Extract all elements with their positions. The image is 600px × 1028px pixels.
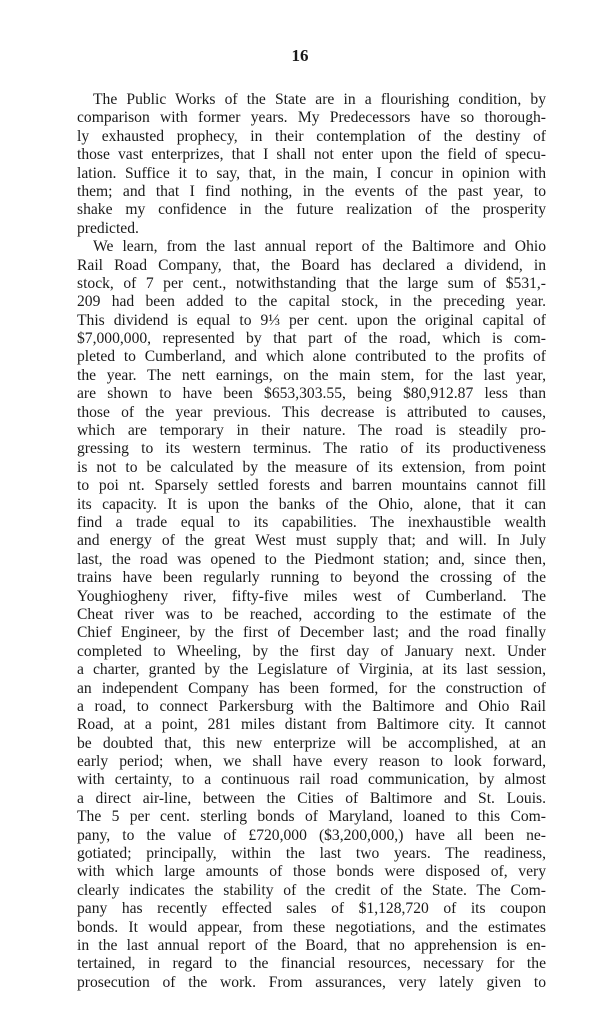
text-line: those of the year previous. This decrease is attributed to causes,: [77, 403, 546, 421]
text-line: a road, to connect Parkersburg with the Baltimore and Ohio Rail: [77, 697, 546, 715]
text-line: stock, of 7 per cent., notwithstanding that the large sum of $531,-: [77, 274, 546, 292]
text-line: is not to be calculated by the measure of its extension, from point: [77, 458, 546, 476]
text-line: lation. Suffice it to say, that, in the main, I concur in opinion with: [77, 164, 546, 182]
text-line: This dividend is equal to 9⅓ per cent. upon the original capital of: [77, 311, 546, 329]
text-line: its capacity. It is upon the banks of the Ohio, alone, that it can: [77, 495, 546, 513]
text-line: completed to Wheeling, by the first day of January next. Under: [77, 642, 546, 660]
text-line: them; and that I find nothing, in the events of the past year, to: [77, 182, 546, 200]
text-line: The 5 per cent. sterling bonds of Maryland, loaned to this Com-: [77, 808, 546, 826]
text-line: shake my confidence in the future realization of the prosperity: [77, 201, 546, 219]
paragraph: [77, 238, 546, 992]
text-line: comparison with former years. My Predecessors have so thorough-: [77, 109, 546, 127]
text-line: Cheat river was to be reached, according to the estimate of the: [77, 605, 546, 623]
text-line: which are temporary in their nature. The road is steadily pro-: [77, 422, 546, 440]
text-line: to poi nt. Sparsely settled forests and barren mountains cannot fill: [77, 477, 546, 495]
text-line: pleted to Cumberland, and which alone contributed to the profits of: [77, 348, 546, 366]
paragraph: [77, 91, 546, 238]
text-line: and energy of the great West must supply that; and will. In July: [77, 532, 546, 550]
text-line: Youghiogheny river, fifty-five miles west of Cumberland. The: [77, 587, 546, 605]
text-line: pany, to the value of £720,000 ($3,200,000,) have all been ne-: [77, 826, 546, 844]
text-line: last, the road was opened to the Piedmont station; and, since then,: [77, 550, 546, 568]
text-line: tertained, in regard to the financial resources, necessary for the: [77, 955, 546, 973]
text-line: $7,000,000, represented by that part of the road, which is com-: [77, 330, 546, 348]
text-line: We learn, from the last annual report of the Baltimore and Ohio: [93, 238, 546, 256]
body-text: [77, 91, 546, 992]
text-line: a charter, granted by the Legislature of Virginia, at its last session,: [77, 661, 546, 679]
text-line: 209 had been added to the capital stock, in the preceding year.: [77, 293, 546, 311]
text-line: the year. The nett earnings, on the main stem, for the last year,: [77, 366, 546, 384]
text-line: The Public Works of the State are in a flourishing condition, by: [93, 91, 546, 108]
text-line: gressing to its western terminus. The ratio of its productiveness: [77, 440, 546, 458]
text-line: ly exhausted prophecy, in their contemplation of the destiny of: [77, 127, 546, 145]
text-line: an independent Company has been formed, for the construction of: [77, 679, 546, 697]
text-line: predicted.: [77, 219, 139, 237]
text-line: be doubted that, this new enterprize will be accomplished, at an: [77, 734, 546, 752]
text-line: find a trade equal to its capabilities. The inexhaustible wealth: [77, 513, 546, 531]
text-line: Road, at a point, 281 miles distant from Baltimore city. It cannot: [77, 716, 546, 734]
text-line: pany has recently effected sales of $1,128,720 of its coupon: [77, 900, 546, 918]
text-line: trains have been regularly running to beyond the crossing of the: [77, 569, 546, 587]
page-number: 16: [291, 46, 309, 65]
text-line: early period; when, we shall have every reason to look forward,: [77, 753, 546, 771]
text-line: Rail Road Company, that, the Board has declared a dividend, in: [77, 256, 546, 274]
text-line: a direct air-line, between the Cities of Baltimore and St. Louis.: [77, 789, 546, 807]
text-line: Chief Engineer, by the first of December last; and the road finally: [77, 624, 546, 642]
text-line: those vast enterprizes, that I shall not enter upon the field of specu-: [77, 146, 546, 164]
text-line: with certainty, to a continuous rail road communication, by almost: [77, 771, 546, 789]
text-line: in the last annual report of the Board, that no apprehension is en-: [77, 936, 546, 954]
text-line: bonds. It would appear, from these negotiations, and the estimates: [77, 918, 546, 936]
text-line: gotiated; principally, within the last two years. The readiness,: [77, 845, 546, 863]
text-line: with which large amounts of those bonds were disposed of, very: [77, 863, 546, 881]
text-line: clearly indicates the stability of the credit of the State. The Com-: [77, 881, 546, 899]
text-line: are shown to have been $653,303.55, being $80,912.87 less than: [77, 385, 546, 403]
text-line: prosecution of the work. From assurances, very lately given to: [77, 973, 546, 991]
